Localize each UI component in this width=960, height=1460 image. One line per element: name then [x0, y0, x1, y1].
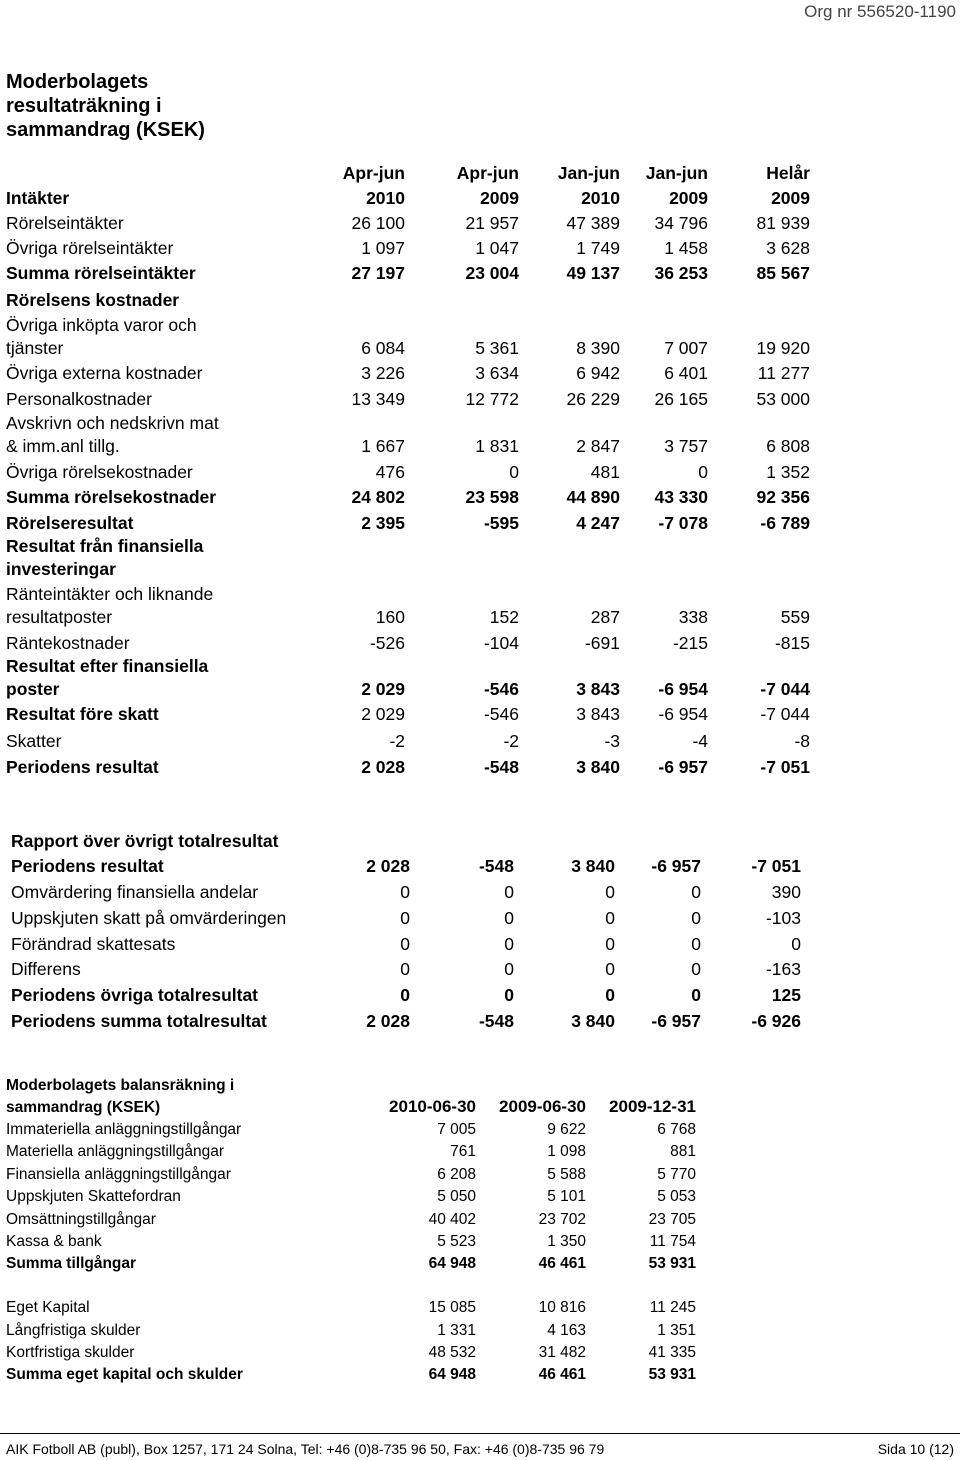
- row-value: 7 005: [437, 1121, 476, 1138]
- row-label: Omsättningstillgångar: [6, 1211, 156, 1228]
- row-value: 64 948: [428, 1255, 476, 1272]
- row-value: 81 939: [756, 213, 810, 233]
- row-value: 13 349: [351, 389, 405, 409]
- row-value: -691: [584, 633, 620, 653]
- row-value: -7 044: [760, 704, 810, 724]
- row-value: 5 361: [475, 338, 519, 358]
- row-value: 15 085: [428, 1299, 476, 1316]
- column-header-date: 2009-12-31: [609, 1097, 696, 1116]
- row-label-continued: resultatposter: [6, 607, 113, 627]
- row-label: Långfristiga skulder: [6, 1322, 141, 1339]
- row-value: -6 926: [751, 1011, 801, 1031]
- row-value: 43 330: [654, 487, 708, 507]
- row-value: -163: [765, 959, 801, 979]
- row-value: 47 389: [566, 213, 620, 233]
- row-value: -6 954: [658, 704, 708, 724]
- column-header-period: Jan-jun: [557, 163, 620, 183]
- row-value: 21 957: [465, 213, 519, 233]
- row-value: 6 942: [576, 363, 620, 383]
- row-value: 1 749: [576, 238, 620, 258]
- column-header-year: 2009: [771, 188, 810, 208]
- row-label: Förändrad skattesats: [11, 934, 176, 954]
- row-value: -548: [478, 1011, 514, 1031]
- row-label: Periodens resultat: [11, 856, 164, 876]
- footer-address: AIK Fotboll AB (publ), Box 1257, 171 24 Solna, Tel: +46 (0)8-735 96 50, Fax: +46 (0)8-735 96 79: [6, 1441, 605, 1457]
- income-title-line-3: sammandrag (KSEK): [6, 119, 205, 141]
- row-value: -7 051: [751, 856, 801, 876]
- row-value: 24 802: [351, 487, 405, 507]
- row-value: 6 808: [766, 436, 810, 456]
- row-label-continued: tjänster: [6, 338, 64, 358]
- row-value: 481: [590, 462, 620, 482]
- row-value: 1 352: [766, 462, 810, 482]
- income-statement-title: [6, 70, 205, 142]
- row-value: 0: [504, 934, 514, 954]
- row-label: Resultat från finansiella: [6, 536, 204, 556]
- row-value: 6 401: [664, 363, 708, 383]
- row-value: 6 768: [657, 1121, 696, 1138]
- row-value: -6 957: [651, 856, 701, 876]
- row-label: Finansiella anläggningstillgångar: [6, 1166, 231, 1183]
- row-label: Rörelseresultat: [6, 513, 134, 533]
- section-heading-intakter: Intäkter: [6, 188, 70, 208]
- row-value: 0: [400, 908, 410, 928]
- row-value: -815: [774, 633, 810, 653]
- row-value: 11 245: [649, 1299, 696, 1316]
- row-value: 36 253: [654, 263, 708, 283]
- row-value: 49 137: [566, 263, 620, 283]
- row-value: 2 029: [361, 704, 405, 724]
- row-value: 3 843: [576, 679, 620, 699]
- row-value: 5 101: [547, 1188, 586, 1205]
- row-value: 8 390: [576, 338, 620, 358]
- row-value: -546: [483, 704, 519, 724]
- row-value: 0: [605, 959, 615, 979]
- row-value: 1 667: [361, 436, 405, 456]
- row-value: 4 247: [576, 513, 620, 533]
- row-value: 5 523: [437, 1233, 476, 1250]
- column-header-year: 2009: [480, 188, 519, 208]
- column-header-year: 2010: [366, 188, 405, 208]
- row-value: 5 050: [437, 1188, 476, 1205]
- row-value: 0: [791, 934, 801, 954]
- row-label: Summa rörelseintäkter: [6, 263, 196, 283]
- row-label: Immateriella anläggningstillgångar: [6, 1121, 242, 1138]
- row-value: -103: [765, 908, 801, 928]
- row-value: 11 277: [757, 363, 810, 383]
- row-value: 160: [375, 607, 405, 627]
- row-value: 23 598: [465, 487, 519, 507]
- row-label: Skatter: [6, 731, 62, 751]
- column-header-year: 2009: [669, 188, 708, 208]
- row-value: 23 705: [648, 1211, 696, 1228]
- row-value: -2: [389, 731, 405, 751]
- row-label: Kassa & bank: [6, 1233, 102, 1250]
- row-value: 1 350: [547, 1233, 586, 1250]
- row-value: 3 840: [576, 757, 620, 777]
- row-value: 0: [605, 882, 615, 902]
- row-value: -7 044: [760, 679, 810, 699]
- row-label: Kortfristiga skulder: [6, 1344, 135, 1361]
- balance-title-line-1: Moderbolagets balansräkning i: [6, 1077, 235, 1094]
- row-value: 12 772: [465, 389, 519, 409]
- row-value: 9 622: [547, 1121, 586, 1138]
- row-value: -6 954: [658, 679, 708, 699]
- row-value: -3: [604, 731, 620, 751]
- row-value: 3 634: [475, 363, 519, 383]
- row-label: Summa tillgångar: [6, 1255, 137, 1272]
- row-label: Summa rörelsekostnader: [6, 487, 217, 507]
- row-label: Periodens övriga totalresultat: [11, 985, 259, 1005]
- row-value: 92 356: [756, 487, 810, 507]
- column-header-date: 2009-06-30: [499, 1097, 586, 1116]
- row-value: -2: [503, 731, 519, 751]
- row-value: 881: [670, 1143, 696, 1160]
- row-value: -526: [369, 633, 405, 653]
- row-value: 3 840: [571, 856, 615, 876]
- row-label: Uppskjuten skatt på omvärderingen: [11, 908, 287, 928]
- row-value: 0: [691, 985, 701, 1005]
- row-value: 0: [691, 959, 701, 979]
- row-value: 5 770: [657, 1166, 696, 1183]
- row-value: -7 078: [658, 513, 708, 533]
- row-value: 1 098: [547, 1143, 586, 1160]
- row-value: -104: [483, 633, 519, 653]
- row-value: 2 028: [366, 1011, 410, 1031]
- row-value: 2 847: [576, 436, 620, 456]
- row-value: -6 789: [760, 513, 810, 533]
- row-value: 152: [489, 607, 519, 627]
- row-value: 6 208: [437, 1166, 476, 1183]
- row-label: Övriga rörelsekostnader: [6, 462, 193, 482]
- row-value: 27 197: [351, 263, 405, 283]
- row-value: 0: [504, 882, 514, 902]
- row-label: Räntekostnader: [6, 633, 130, 653]
- row-value: 53 000: [756, 389, 810, 409]
- row-value: 0: [698, 462, 708, 482]
- row-label: Övriga inköpta varor och: [6, 315, 197, 335]
- row-label: Övriga rörelseintäkter: [6, 238, 174, 258]
- column-header-period: Helår: [766, 163, 810, 183]
- row-label: Personalkostnader: [6, 389, 152, 409]
- row-value: 6 084: [361, 338, 405, 358]
- row-value: 390: [771, 882, 801, 902]
- row-value: 53 931: [648, 1366, 696, 1383]
- row-value: 559: [780, 607, 810, 627]
- row-label-continued: investeringar: [6, 559, 116, 579]
- row-value: 0: [691, 934, 701, 954]
- row-value: 0: [504, 959, 514, 979]
- row-value: -6 957: [651, 1011, 701, 1031]
- row-value: 0: [605, 985, 615, 1005]
- row-value: -215: [672, 633, 708, 653]
- row-value: -548: [483, 757, 519, 777]
- row-value: 26 165: [654, 389, 708, 409]
- row-value: 0: [400, 985, 410, 1005]
- row-value: 5 053: [657, 1188, 696, 1205]
- org-number: Org nr 556520-1190: [804, 2, 956, 21]
- row-value: 1 351: [657, 1322, 696, 1339]
- row-label: Uppskjuten Skattefordran: [6, 1188, 181, 1205]
- row-value: 0: [691, 908, 701, 928]
- row-value: -4: [692, 731, 708, 751]
- row-value: -6 957: [658, 757, 708, 777]
- row-value: 5 588: [547, 1166, 586, 1183]
- row-value: 34 796: [654, 213, 708, 233]
- row-label: Differens: [11, 959, 81, 979]
- row-value: 3 628: [766, 238, 810, 258]
- row-label: Omvärdering finansiella andelar: [11, 882, 259, 902]
- row-value: 0: [400, 959, 410, 979]
- row-value: -548: [478, 856, 514, 876]
- column-header-year: 2010: [581, 188, 620, 208]
- row-value: 23 702: [538, 1211, 586, 1228]
- row-value: 2 028: [361, 757, 405, 777]
- row-value: 46 461: [538, 1366, 586, 1383]
- row-value: -595: [483, 513, 519, 533]
- row-value: 41 335: [648, 1344, 696, 1361]
- row-value: 1 331: [437, 1322, 476, 1339]
- row-value: 0: [400, 882, 410, 902]
- balance-title-line-2: sammandrag (KSEK): [6, 1099, 161, 1116]
- row-label: Övriga externa kostnader: [6, 363, 203, 383]
- row-value: 3 757: [664, 436, 708, 456]
- row-value: 3 840: [571, 1011, 615, 1031]
- row-value: 125: [771, 985, 801, 1005]
- row-label: Periodens summa totalresultat: [11, 1011, 267, 1031]
- row-value: 2 028: [366, 856, 410, 876]
- row-value: 0: [509, 462, 519, 482]
- row-label: Rörelsens kostnader: [6, 290, 180, 310]
- row-value: 10 816: [538, 1299, 586, 1316]
- row-label: Eget Kapital: [6, 1299, 90, 1316]
- row-value: 26 100: [351, 213, 405, 233]
- row-value: 3 843: [576, 704, 620, 724]
- row-value: -7 051: [760, 757, 810, 777]
- row-label: Rörelseintäkter: [6, 213, 124, 233]
- row-value: 0: [400, 934, 410, 954]
- row-value: 1 831: [475, 436, 519, 456]
- footer-divider: [0, 1433, 960, 1434]
- row-value: 476: [375, 462, 405, 482]
- row-label: Resultat efter finansiella: [6, 656, 209, 676]
- row-value: 1 458: [664, 238, 708, 258]
- row-value: 48 532: [428, 1344, 476, 1361]
- row-label: Summa eget kapital och skulder: [6, 1366, 243, 1383]
- row-value: 64 948: [428, 1366, 476, 1383]
- row-value: 0: [691, 882, 701, 902]
- row-label-continued: & imm.anl tillg.: [6, 436, 120, 456]
- column-header-period: Jan-jun: [645, 163, 708, 183]
- row-value: 46 461: [538, 1255, 586, 1272]
- row-value: -8: [794, 731, 810, 751]
- row-value: 26 229: [566, 389, 620, 409]
- row-value: 1 047: [475, 238, 519, 258]
- row-value: 44 890: [566, 487, 620, 507]
- row-label: Ränteintäkter och liknande: [6, 584, 214, 604]
- row-value: 761: [450, 1143, 476, 1160]
- income-title-line-1: Moderbolagets: [6, 71, 149, 93]
- row-value: -546: [483, 679, 519, 699]
- footer-page-number: Sida 10 (12): [877, 1441, 954, 1457]
- row-value: 11 754: [649, 1233, 696, 1250]
- row-label-continued: poster: [6, 679, 60, 699]
- column-header-period: Apr-jun: [342, 163, 405, 183]
- column-header-period: Apr-jun: [456, 163, 519, 183]
- row-label: Materiella anläggningstillgångar: [6, 1143, 224, 1160]
- row-value: 0: [605, 908, 615, 928]
- row-value: 1 097: [361, 238, 405, 258]
- row-value: 31 482: [538, 1344, 586, 1361]
- row-label: Resultat före skatt: [6, 704, 159, 724]
- row-value: 0: [504, 985, 514, 1005]
- row-value: 19 920: [756, 338, 810, 358]
- row-value: 0: [504, 908, 514, 928]
- comprehensive-income-title: Rapport över övrigt totalresultat: [11, 831, 279, 851]
- row-label: Periodens resultat: [6, 757, 159, 777]
- column-header-date: 2010-06-30: [389, 1097, 476, 1116]
- row-value: 2 395: [361, 513, 405, 533]
- row-value: 3 226: [361, 363, 405, 383]
- row-value: 40 402: [428, 1211, 476, 1228]
- row-value: 287: [590, 607, 620, 627]
- row-label: Avskrivn och nedskrivn mat: [6, 413, 219, 433]
- row-value: 23 004: [465, 263, 519, 283]
- income-title-line-2: resultaträkning i: [6, 95, 162, 117]
- row-value: 85 567: [756, 263, 810, 283]
- row-value: 338: [678, 607, 708, 627]
- row-value: 2 029: [361, 679, 405, 699]
- row-value: 0: [605, 934, 615, 954]
- row-value: 4 163: [547, 1322, 586, 1339]
- row-value: 7 007: [664, 338, 708, 358]
- row-value: 53 931: [648, 1255, 696, 1272]
